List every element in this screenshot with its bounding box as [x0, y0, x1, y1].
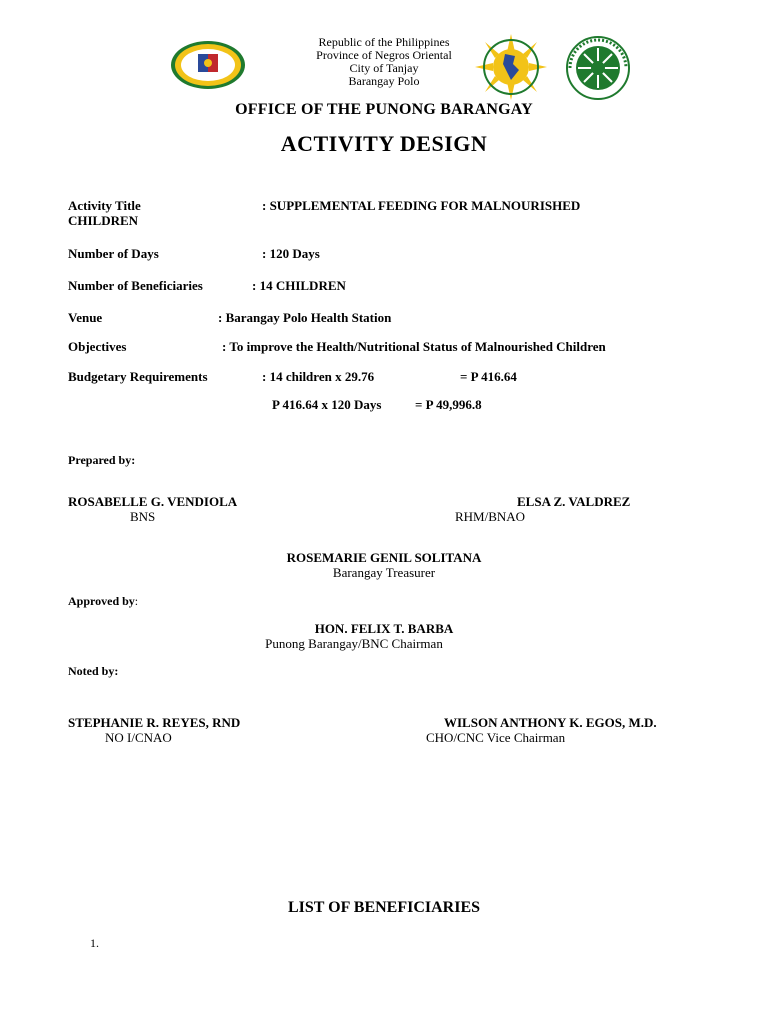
noted-2-title: CHO/CNC Vice Chairman — [426, 730, 566, 745]
sun-map-emblem — [475, 34, 547, 100]
activity-title-label: Activity Title — [68, 198, 141, 213]
approved-by-label: Approved by — [68, 594, 135, 608]
objectives-value: : To improve the Health/Nutritional Status of Malnourished Children — [222, 339, 606, 354]
venue-label: Venue — [68, 310, 103, 325]
preparer-2-name: ELSA Z. VALDREZ — [517, 494, 631, 509]
noted-2-name: WILSON ANTHONY K. EGOS, M.D. — [444, 715, 657, 730]
budget-result-1: = P 416.64 — [460, 369, 517, 384]
letterhead — [284, 36, 484, 88]
approver-title: Punong Barangay/BNC Chairman — [265, 636, 443, 651]
preparer-2-title: RHM/BNAO — [455, 509, 526, 524]
preparer-3-name: ROSEMARIE GENIL SOLITANA — [286, 550, 482, 565]
prepared-by-label: Prepared by: — [68, 453, 136, 467]
budget-result-2: = P 49,996.8 — [415, 397, 482, 412]
beneficiaries-value: : 14 CHILDREN — [252, 278, 346, 293]
preparer-1-title: BNS — [130, 509, 156, 524]
noted-by-label: Noted by: — [68, 664, 119, 678]
budget-calculation-1: : 14 children x 29.76 — [262, 369, 375, 384]
activity-title-continuation: CHILDREN — [68, 213, 139, 228]
barangay-line: Barangay Polo — [348, 74, 420, 88]
beneficiary-item-1: 1. — [90, 936, 99, 950]
beneficiaries-label: Number of Beneficiaries — [68, 278, 203, 293]
budget-label: Budgetary Requirements — [68, 369, 208, 384]
document-title: ACTIVITY DESIGN — [280, 131, 488, 156]
province-line: Province of Negros Oriental — [316, 48, 452, 62]
activity-title-value: : SUPPLEMENTAL FEEDING FOR MALNOURISHED — [262, 198, 581, 213]
objectives-label: Objectives — [68, 339, 127, 354]
office-heading: OFFICE OF THE PUNONG BARANGAY — [235, 101, 533, 118]
city-of-tanjay-seal — [170, 40, 246, 90]
approved-by-colon: : — [134, 594, 139, 608]
days-value: : 120 Days — [262, 246, 320, 261]
budget-calculation-2: P 416.64 x 120 Days — [272, 397, 382, 412]
beneficiaries-heading: LIST OF BENEFICIARIES — [287, 899, 481, 916]
city-line: City of Tanjay — [349, 61, 419, 75]
days-label: Number of Days — [68, 246, 159, 261]
approved-by-label-group — [68, 594, 138, 609]
approver-name: HON. FELIX T. BARBA — [314, 621, 454, 636]
noted-1-title: NO I/CNAO — [105, 730, 172, 745]
noted-1-name: STEPHANIE R. REYES, RND — [68, 715, 241, 730]
national-nutrition-council-seal — [560, 36, 636, 100]
preparer-3-title: Barangay Treasurer — [332, 565, 436, 580]
republic-line: Republic of the Philippines — [318, 35, 450, 49]
venue-value: : Barangay Polo Health Station — [218, 310, 392, 325]
preparer-1-name: ROSABELLE G. VENDIOLA — [68, 494, 238, 509]
